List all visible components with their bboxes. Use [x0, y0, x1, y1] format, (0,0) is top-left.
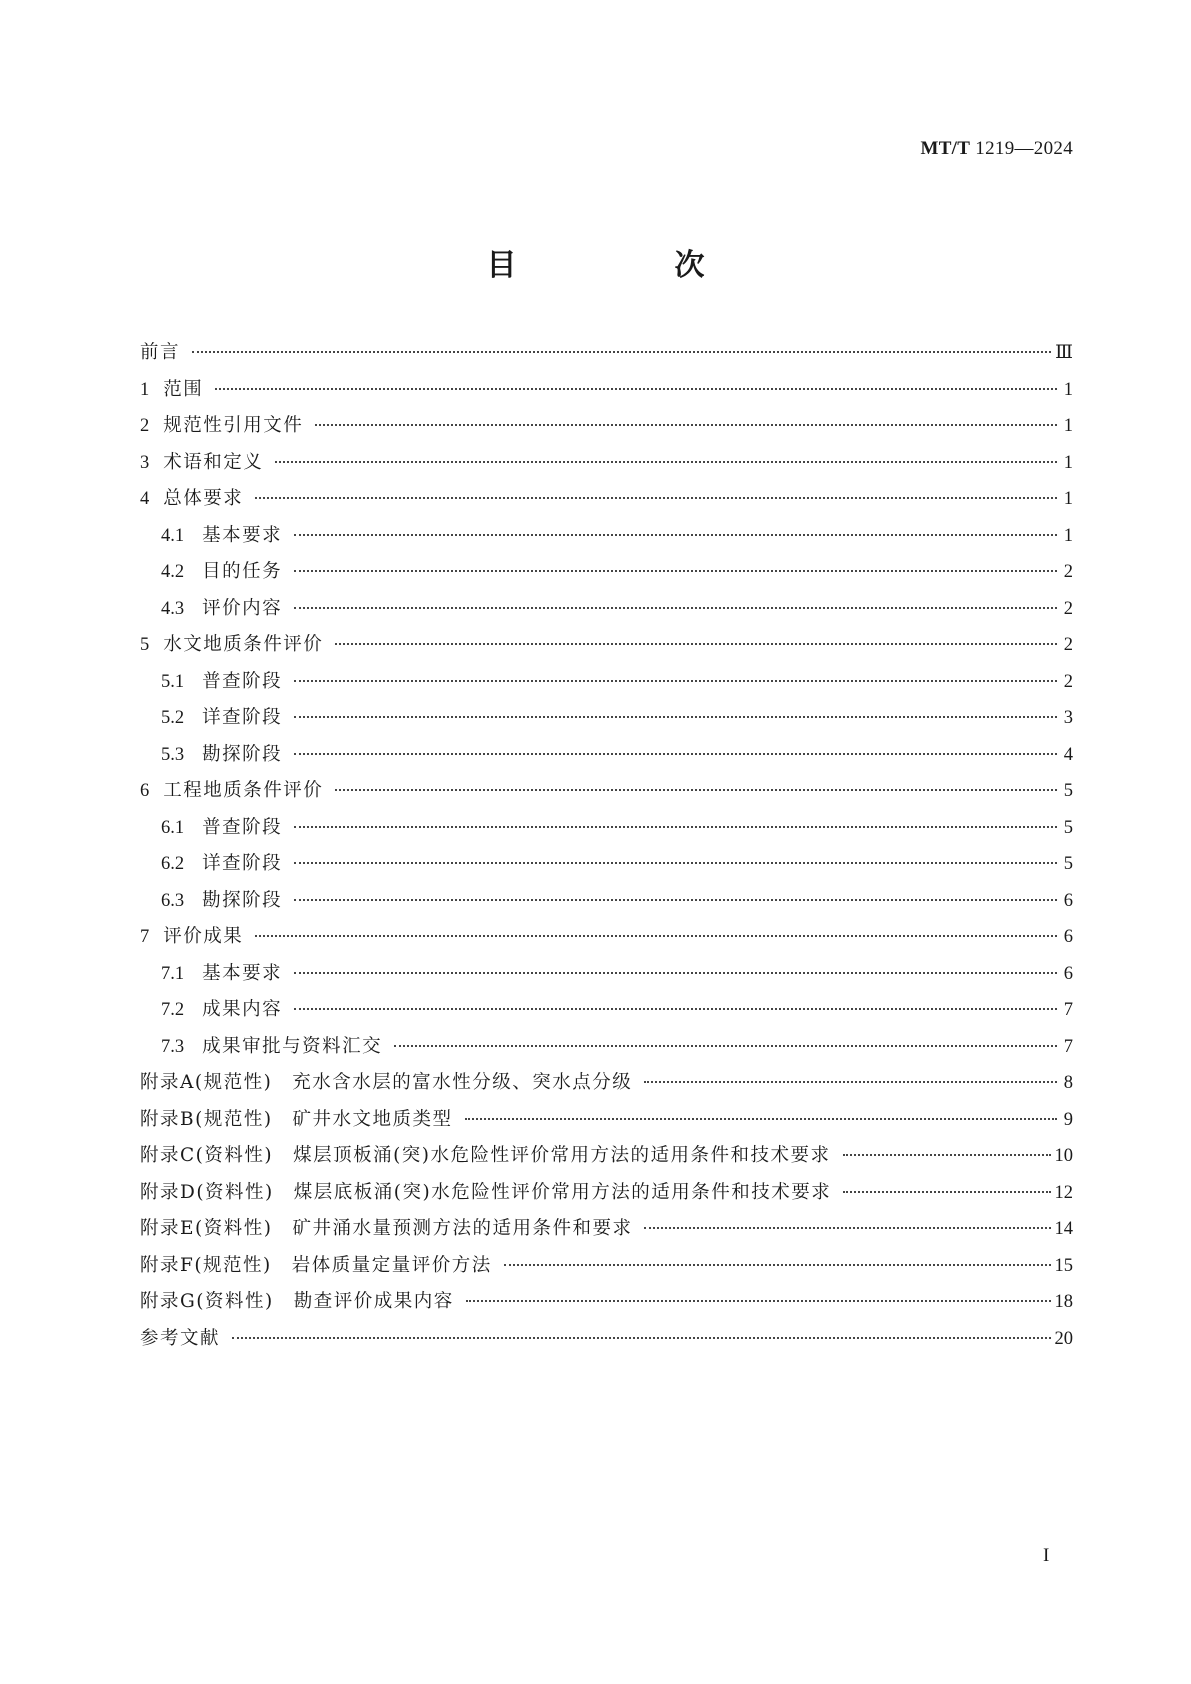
- toc-entry[interactable]: [140, 922, 1073, 959]
- toc-entry-page: 6: [1063, 890, 1073, 911]
- toc-entry[interactable]: [140, 740, 1073, 777]
- dot-leader: [335, 643, 1057, 645]
- toc-entry-number: 6.2: [161, 854, 185, 874]
- toc-entry-page: 2: [1063, 635, 1073, 655]
- toc-entry-number: 7.3: [161, 1036, 185, 1057]
- toc-entry-page: 10: [1054, 1146, 1073, 1166]
- toc-entry-label: 目的任务: [202, 561, 283, 582]
- toc-entry-page: 2: [1063, 562, 1073, 582]
- toc-entry-label: 勘探阶段: [202, 889, 283, 911]
- standard-number: 1219—2024: [975, 138, 1073, 159]
- toc-entry[interactable]: [140, 594, 1073, 631]
- toc-entry-label: 工程地质条件评价: [163, 780, 324, 801]
- toc-entry-label: 附录A(规范性) 充水含水层的富水性分级、突水点分级: [140, 1072, 633, 1093]
- toc-entry-label: 普查阶段: [202, 670, 283, 692]
- toc-entry-label: 成果内容: [202, 999, 283, 1020]
- toc-entry-number: 5.2: [161, 708, 185, 728]
- toc-entry-label: 前言: [140, 342, 181, 363]
- toc-entry[interactable]: [140, 667, 1073, 704]
- toc-entry[interactable]: [140, 1105, 1073, 1142]
- page-title: 目 次: [486, 248, 769, 283]
- dot-leader: [465, 1118, 1057, 1120]
- toc-entry[interactable]: [140, 521, 1073, 558]
- toc-entry[interactable]: [140, 375, 1073, 412]
- toc-entry-page: 5: [1063, 781, 1073, 801]
- dot-leader: [275, 461, 1057, 463]
- toc-entry-label: 普查阶段: [202, 816, 283, 838]
- toc-entry-label: 术语和定义: [163, 451, 264, 473]
- toc-entry[interactable]: [140, 1287, 1073, 1324]
- dot-leader: [294, 1008, 1057, 1010]
- toc-entry-label: 详查阶段: [202, 707, 283, 728]
- toc-entry-page: 7: [1063, 1000, 1073, 1020]
- dot-leader: [294, 570, 1057, 572]
- dot-leader: [294, 826, 1057, 828]
- toc-entry-label: 评价成果: [163, 926, 244, 947]
- toc-entry-label: 附录G(资料性) 勘查评价成果内容: [140, 1291, 454, 1312]
- dot-leader: [232, 1337, 1050, 1339]
- dot-leader: [315, 424, 1057, 426]
- dot-leader: [192, 351, 1051, 353]
- toc-entry-number: 4.3: [161, 598, 185, 619]
- toc-entry[interactable]: [140, 484, 1073, 521]
- toc-entry[interactable]: [140, 448, 1073, 485]
- toc-entry[interactable]: [140, 630, 1073, 667]
- toc-entry-number: 1: [140, 379, 150, 400]
- toc-entry-label: 详查阶段: [202, 853, 283, 874]
- dot-leader: [466, 1300, 1051, 1302]
- toc-entry-page: 3: [1063, 708, 1073, 728]
- dot-leader: [255, 497, 1057, 499]
- toc-entry-label: 总体要求: [163, 488, 244, 509]
- toc-entry-label: 附录F(规范性) 岩体质量定量评价方法: [140, 1254, 492, 1276]
- toc-entry-page: 1: [1063, 379, 1073, 400]
- toc-entry-number: 2: [140, 416, 150, 436]
- toc-entry-page: 20: [1054, 1328, 1073, 1349]
- dot-leader: [335, 789, 1057, 791]
- toc-entry[interactable]: [140, 338, 1073, 375]
- dot-leader: [504, 1264, 1051, 1266]
- dot-leader: [294, 680, 1057, 682]
- dot-leader: [294, 607, 1057, 609]
- toc-entry-label: 基本要求: [202, 962, 283, 984]
- toc-entry[interactable]: [140, 813, 1073, 850]
- toc-entry[interactable]: [140, 703, 1073, 740]
- toc-entry[interactable]: [140, 1068, 1073, 1105]
- dot-leader: [394, 1045, 1057, 1047]
- toc-entry-page: 14: [1054, 1219, 1073, 1239]
- toc-entry-label: 水文地质条件评价: [163, 634, 324, 655]
- dot-leader: [644, 1227, 1050, 1229]
- dot-leader: [294, 716, 1057, 718]
- standard-prefix: MT/T: [920, 138, 971, 159]
- toc-entry-label: 成果审批与资料汇交: [202, 1035, 383, 1057]
- toc-entry-page: 5: [1063, 854, 1073, 874]
- toc-entry-label: 基本要求: [202, 524, 283, 546]
- toc-entry-page: 9: [1063, 1109, 1073, 1130]
- toc-entry-page: 1: [1063, 452, 1073, 473]
- toc-entry-label: 附录C(资料性) 煤层顶板涌(突)水危险性评价常用方法的适用条件和技术要求: [140, 1145, 831, 1166]
- toc-entry[interactable]: [140, 1178, 1073, 1215]
- toc-entry-page: 2: [1063, 598, 1073, 619]
- dot-leader: [644, 1081, 1057, 1083]
- dot-leader: [294, 862, 1057, 864]
- toc-entry-number: 4: [140, 489, 150, 509]
- toc-entry-number: 7: [140, 927, 150, 947]
- dot-leader: [294, 899, 1057, 901]
- dot-leader: [843, 1154, 1051, 1156]
- dot-leader: [294, 972, 1057, 974]
- toc-entry-label: 范围: [163, 378, 204, 400]
- toc-entry-page: 2: [1063, 671, 1073, 692]
- toc-entry-page: 12: [1054, 1182, 1073, 1203]
- toc-entry-label: 勘探阶段: [202, 743, 283, 765]
- dot-leader: [294, 753, 1057, 755]
- toc-entry-label: 规范性引用文件: [163, 415, 304, 436]
- toc-entry-number: 6.1: [161, 817, 185, 838]
- toc-entry-number: 7.1: [161, 963, 185, 984]
- standard-code: [920, 138, 1073, 160]
- toc-entry-number: 6.3: [161, 890, 185, 911]
- toc-entry-page: 1: [1063, 416, 1073, 436]
- toc-entry-page: 5: [1063, 817, 1073, 838]
- toc-entry-number: 4.1: [161, 525, 185, 546]
- toc-entry-number: 7.2: [161, 1000, 185, 1020]
- toc-entry-label: 附录E(资料性) 矿井涌水量预测方法的适用条件和要求: [140, 1218, 633, 1239]
- toc-entry-label: 附录D(资料性) 煤层底板涌(突)水危险性评价常用方法的适用条件和技术要求: [140, 1181, 832, 1203]
- toc-entry-page: 18: [1054, 1292, 1073, 1312]
- toc-entry[interactable]: [140, 1032, 1073, 1069]
- toc-entry-page: 15: [1054, 1255, 1073, 1276]
- page-number: I: [1043, 1545, 1050, 1566]
- toc-entry-page: Ⅲ: [1055, 343, 1073, 363]
- toc-entry[interactable]: [140, 959, 1073, 996]
- toc-entry-number: 5: [140, 635, 150, 655]
- toc-entry-number: 6: [140, 781, 150, 801]
- toc-entry[interactable]: [140, 557, 1073, 594]
- toc-entry-label: 评价内容: [202, 597, 283, 619]
- toc-entry[interactable]: [140, 995, 1073, 1032]
- toc-entry[interactable]: [140, 1141, 1073, 1178]
- toc-entry-page: 6: [1063, 927, 1073, 947]
- dot-leader: [843, 1191, 1050, 1193]
- toc-entry[interactable]: [140, 849, 1073, 886]
- toc-entry-page: 1: [1063, 525, 1073, 546]
- toc-entry-number: 5.1: [161, 671, 185, 692]
- toc-entry[interactable]: [140, 1251, 1073, 1288]
- dot-leader: [294, 534, 1057, 536]
- toc-entry-number: 5.3: [161, 744, 185, 765]
- toc-entry-page: 7: [1063, 1036, 1073, 1057]
- toc-entry[interactable]: [140, 886, 1073, 923]
- dot-leader: [215, 388, 1057, 390]
- toc-entry-page: 8: [1063, 1073, 1073, 1093]
- toc-entry[interactable]: [140, 411, 1073, 448]
- toc-entry[interactable]: [140, 1214, 1073, 1251]
- toc-entry-page: 1: [1063, 489, 1073, 509]
- toc-entry-page: 6: [1063, 963, 1073, 984]
- toc-entry[interactable]: [140, 1324, 1073, 1361]
- table-of-contents: [140, 338, 1073, 1360]
- toc-entry-number: 3: [140, 452, 150, 473]
- toc-entry-label: 参考文献: [140, 1327, 221, 1349]
- toc-entry-label: 附录B(规范性) 矿井水文地质类型: [140, 1108, 453, 1130]
- dot-leader: [255, 935, 1057, 937]
- toc-entry-page: 4: [1063, 744, 1073, 765]
- toc-entry-number: 4.2: [161, 562, 185, 582]
- toc-entry[interactable]: [140, 776, 1073, 813]
